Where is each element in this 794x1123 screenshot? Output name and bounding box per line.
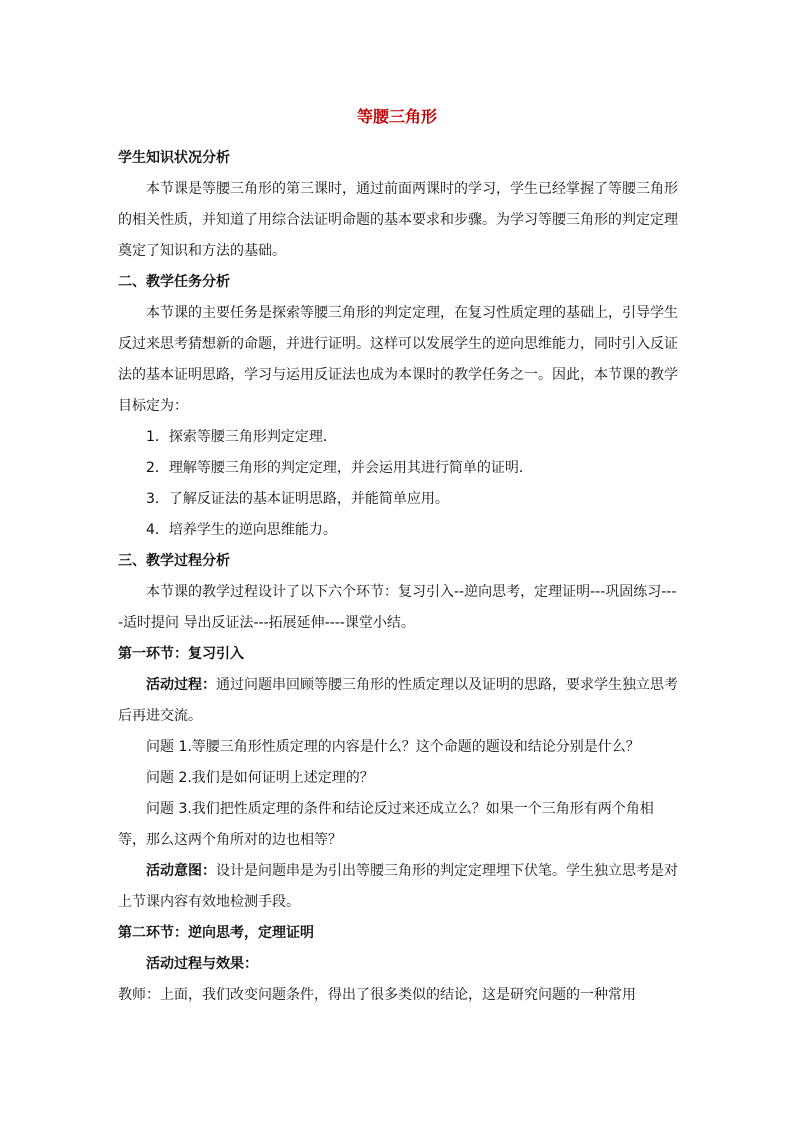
paragraph-activity-process [118,670,678,732]
question-2: 问题 2.我们是如何证明上述定理的？ [146,770,374,786]
section-heading-student-knowledge: 学生知识状况分析 [118,150,230,166]
step-heading-reverse-thinking: 第二环节：逆向思考，定理证明 [118,925,314,941]
paragraph-task-analysis: 本节课的主要任务是探索等腰三角形的判定定理，在复习性质定理的基础上，引导学生反过来思考猜想新的命题，并进行证明。这样可以发展学生的逆向思维能力，同时引入反证法的基本证明思路，学习与运用反证法也成为本课时的教学任务之一。因此，本节课的教学目标定为： [118,305,678,414]
step-heading-review: 第一环节：复习引入 [118,646,244,662]
list-item-goal-3: 3．了解反证法的基本证明思路，并能简单应用。 [146,491,449,507]
label-activity-process-effect: 活动过程与效果： [146,956,258,972]
label-activity-intent: 活动意图： [146,863,216,879]
list-item-goal-1: 1．探索等腰三角形判定定理． [146,429,337,445]
document-title: 等腰三角形 [356,107,437,126]
paragraph-process-analysis: 本节课的教学过程设计了以下六个环节：复习引入--逆向思考，定理证明---巩固练习----适时提问 导出反证法---拓展延伸----课堂小结。 [118,584,677,631]
question-3: 问题 3.我们把性质定理的条件和结论反过来还成立么？如果一个三角形有两个角相等，那么这两个角所对的边也相等？ [118,801,654,848]
list-item-goal-2: 2．理解等腰三角形的判定定理，并会运用其进行简单的证明． [146,460,533,476]
list-item-goal-4: 4．培养学生的逆向思维能力。 [146,522,337,538]
paragraph-teacher: 教师：上面，我们改变问题条件，得出了很多类似的结论，这是研究问题的一种常用 [118,987,636,1003]
text-activity-process: 通过问题串回顾等腰三角形的性质定理以及证明的思路，要求学生独立思考后再进交流。 [118,677,678,724]
paragraph-student-knowledge: 本节课是等腰三角形的第三课时，通过前面两课时的学习，学生已经掌握了等腰三角形的相关性质，并知道了用综合法证明命题的基本要求和步骤。为学习等腰三角形的判定定理奠定了知识和方法的基础。 [118,181,678,259]
section-heading-task-analysis: 二、教学任务分析 [118,274,230,290]
text-activity-intent: 设计是问题串是为引出等腰三角形的判定定理埋下伏笔。学生独立思考是对上节课内容有效地检测手段。 [118,863,678,910]
document-body [118,143,678,1011]
section-heading-process-analysis: 三、教学过程分析 [118,553,230,569]
paragraph-activity-intent [118,856,678,918]
label-activity-process: 活动过程： [146,677,216,693]
question-1: 问题 1.等腰三角形性质定理的内容是什么？这个命题的题设和结论分别是什么？ [146,739,640,755]
